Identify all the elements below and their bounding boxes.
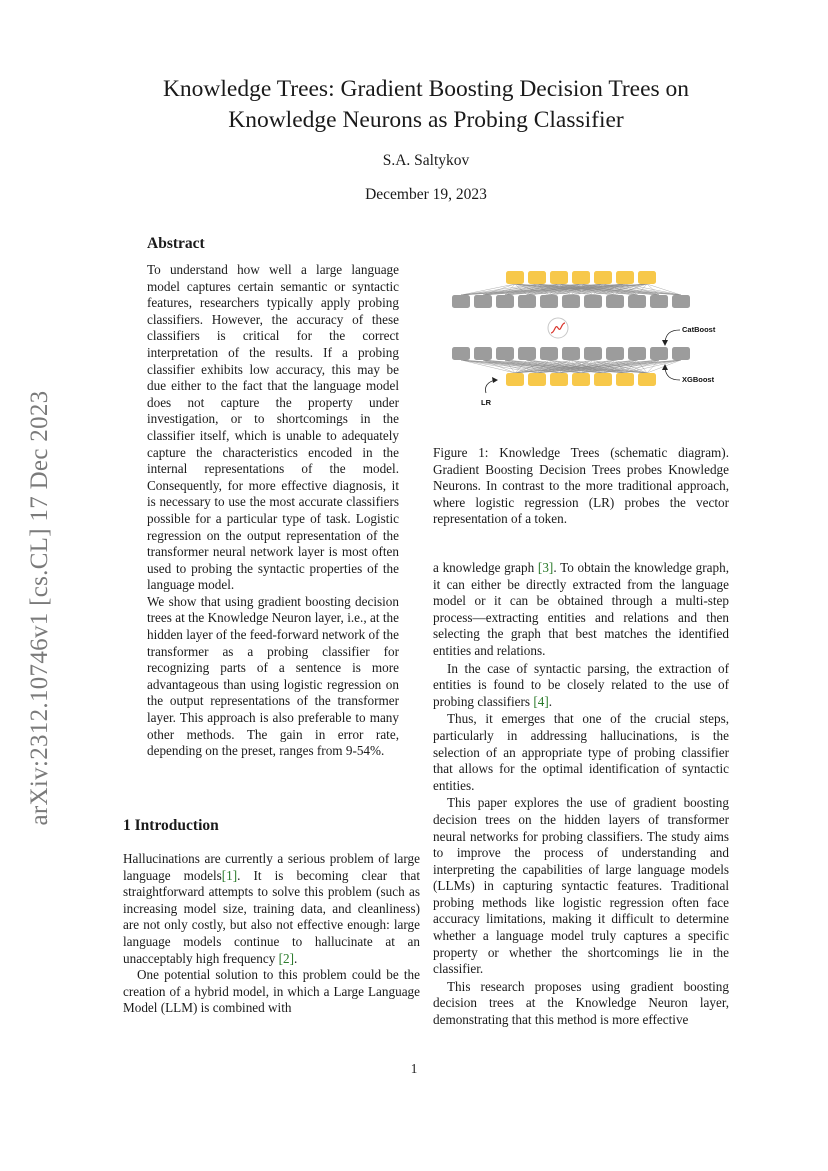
connection-line	[625, 360, 681, 373]
text-run: Hallucinations are currently a serious problem of large language models	[123, 851, 420, 883]
knowledge-neuron-cell	[550, 271, 568, 284]
token-vector-cell	[540, 347, 558, 360]
text-run: . To obtain the knowledge graph, it can either be directly extracted from the language model or it can be obtained through a multi-step process—extracting entities and relations and then selecting the graph that best matches the identified entities and relations.	[433, 560, 729, 658]
knowledge-neurons-bottom-row	[506, 373, 656, 386]
citation-link[interactable]: [4]	[533, 693, 549, 709]
token-vector-cell	[540, 295, 558, 308]
knowledge-neuron-cell	[638, 271, 656, 284]
knowledge-neuron-cell	[594, 373, 612, 386]
abstract-paragraph: We show that using gradient boosting decision trees at the Knowledge Neuron layer, i.e., at the hidden layer of the feed-forward network of the transformer as a probing classifier for recognizing parts of a sentence is more advantageous than using logistic regression on the output representations of the transformer layer. This approach is also preferable to many other methods. The gain in error rate, depending on the preset, ranges from 9-54%.	[147, 593, 399, 759]
paragraph: Thus, it emerges that one of the crucial steps, particularly in addressing hallucinations, is the selection of an appropriate type of probing classifier that allows for the optimal identification of syntactic entities.	[433, 711, 729, 793]
top-connections	[461, 284, 681, 295]
paragraph: One potential solution to this problem could be the creation of a hybrid model, in which a Large Language Model (LLM) is combined with	[123, 967, 420, 1016]
bottom-connections	[461, 360, 681, 373]
token-vector-cell	[518, 295, 536, 308]
token-vector-top-row	[452, 295, 690, 308]
lr-arrowhead	[492, 377, 498, 383]
token-vector-cell	[584, 295, 602, 308]
figure-1-caption: Figure 1: Knowledge Trees (schematic diagram). Gradient Boosting Decision Trees probes Knowledge Neurons. In contrast to the more traditional approach, where logistic regression (LR) probes the vector representation of a token.	[433, 445, 729, 527]
token-vector-cell	[606, 295, 624, 308]
abstract-paragraph: To understand how well a large language model captures certain semantic or syntactic features, researchers typically apply probing classifiers. However, the accuracy of these classifiers is critical for the correct interpretation of the results. If a probing classifier exhibits low accuracy, this may be due either to the fact that the language model does not capture the property under investigation, or to shortcomings in the classifier itself, which is unable to adequately capture the characteristics encoded in the internal representations of the model. Consequently, for more effective diagnosis, it is necessary to use the most accurate classifiers possible for a particular type of task. Logistic regression on the output representation of the transformer neural network layer is most often used to probing the syntactic properties of the language model.	[147, 262, 399, 593]
token-vector-cell	[474, 347, 492, 360]
right-column-text	[433, 560, 729, 1029]
catboost-label: CatBoost	[682, 325, 716, 334]
paragraph	[433, 560, 729, 660]
paragraph: This research proposes using gradient boosting decision trees at the Knowledge Neuron layer, demonstrating that this method is more effective	[433, 978, 729, 1028]
catboost-arrowhead	[662, 340, 668, 346]
knowledge-neuron-cell	[616, 271, 634, 284]
left-column-text	[123, 851, 420, 1017]
token-vector-cell	[628, 295, 646, 308]
knowledge-neurons-top-row	[506, 271, 656, 284]
abstract-heading: Abstract	[147, 235, 205, 252]
abstract-body	[147, 262, 399, 760]
knowledge-neuron-cell	[528, 271, 546, 284]
token-vector-cell	[452, 295, 470, 308]
author: S.A. Saltykov	[382, 152, 470, 169]
figure-1-diagram	[448, 262, 730, 412]
token-vector-cell	[496, 295, 514, 308]
knowledge-neuron-cell	[638, 373, 656, 386]
token-vector-cell	[650, 347, 668, 360]
arxiv-identifier	[20, 365, 60, 850]
knowledge-neuron-cell	[506, 373, 524, 386]
citation-link[interactable]: [1]	[221, 867, 238, 883]
token-vector-cell	[562, 347, 580, 360]
citation-link[interactable]: [3]	[537, 560, 554, 575]
knowledge-neuron-cell	[506, 271, 524, 284]
paragraph	[123, 851, 420, 967]
knowledge-neuron-cell	[572, 271, 590, 284]
token-vector-cell	[452, 347, 470, 360]
xgboost-label: XGBoost	[682, 375, 715, 384]
text-run: .	[294, 950, 298, 966]
lr-label: LR	[481, 398, 491, 407]
arxiv-identifier-text: arXiv:2312.10746v1 [cs.CL] 17 Dec 2023	[26, 390, 53, 825]
token-vector-cell	[474, 295, 492, 308]
token-vector-cell	[584, 347, 602, 360]
paragraph	[433, 661, 729, 711]
token-vector-bottom-row	[452, 347, 690, 360]
citation-link[interactable]: [2]	[278, 950, 295, 966]
section-heading-introduction: 1 Introduction	[123, 817, 219, 834]
page-number: 1	[410, 1061, 418, 1076]
knowledge-neuron-cell	[616, 373, 634, 386]
connection-line	[647, 284, 659, 295]
token-vector-cell	[518, 347, 536, 360]
token-vector-cell	[606, 347, 624, 360]
knowledge-neuron-cell	[550, 373, 568, 386]
date: December 19, 2023	[365, 186, 487, 203]
activation-function-icon	[548, 318, 568, 338]
text-run: In the case of syntactic parsing, the extraction of entities is found to be closely related to the use of probing classifiers	[433, 660, 729, 709]
knowledge-neuron-cell	[572, 373, 590, 386]
token-vector-cell	[562, 295, 580, 308]
knowledge-neuron-cell	[594, 271, 612, 284]
paper-title: Knowledge Trees: Gradient Boosting Decision Trees on Knowledge Neurons as Probing Classifier	[162, 76, 690, 133]
token-vector-cell	[672, 347, 690, 360]
token-vector-cell	[496, 347, 514, 360]
text-run: a knowledge graph	[433, 560, 538, 575]
token-vector-cell	[672, 295, 690, 308]
text-run: .	[548, 693, 553, 709]
knowledge-neuron-cell	[528, 373, 546, 386]
text-run: . It is becoming clear that straightforward attempts to solve this problem (such as increasing model size, training data, and cleanliness) are not only costly, but also not effective enough: large language models continue to hallucinate at an unacceptably high frequency	[123, 867, 420, 966]
token-vector-cell	[628, 347, 646, 360]
token-vector-cell	[650, 295, 668, 308]
paragraph: This paper explores the use of gradient boosting decision trees on the hidden layers of transformer neural networks for probing classifiers. The study aims to improve the process of understanding and interpreting the capabilities of large language models (LLMs) in capturing syntactic features. Traditional probing methods like logistic regression often face accuracy limitations, making it difficult to determine whether a language model truly captures a specific property or whether the shortcomings lie in the classifier.	[433, 795, 729, 977]
